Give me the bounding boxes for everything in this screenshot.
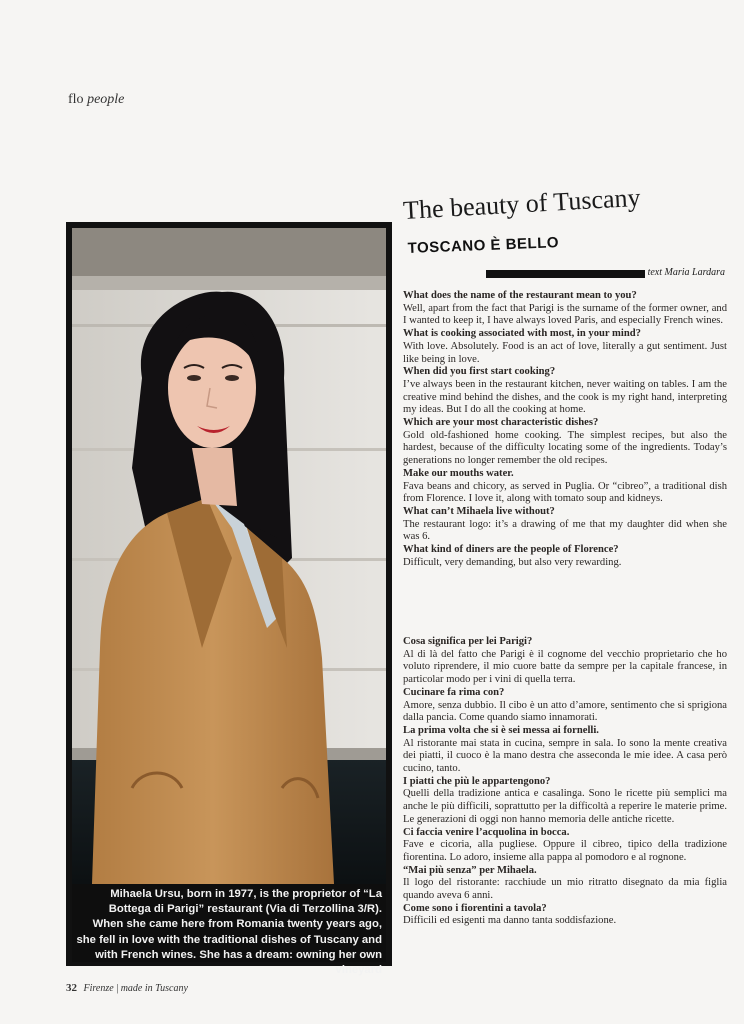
question: Cosa significa per lei Parigi? [403,636,533,647]
portrait-illustration [72,228,386,884]
question: Make our mouths water. [403,467,514,479]
portrait-photo [72,228,386,884]
answer: I’ve always been in the restaurant kitchen, never waiting on tables. I am the creative mind behind the dishes, and the cook is my right hand, interpreting my ideas. But I do all the cooking at home. [403,378,727,416]
answer: Difficult, very demanding, but also very rewarding. [403,556,622,568]
answer: Fave e cicoria, alla pugliese. Oppure il cibreo, tipico della tradizione fiorentina. Lo adoro, insieme alla pappa al pomodoro e al rognone. [403,839,727,863]
question: What can’t Mihaela live without? [403,505,555,517]
photo-caption: Mihaela Ursu, born in 1977, is the proprietor of “La Bottega di Parigi” restaurant (Via di Terzollina 3/R). When she came here from Romania twenty years ago, she fell in love with the traditional dishes of Tuscany and with French wines. She has a dream: owning her own vineyard [72,884,386,962]
page-number: 32 [66,982,77,994]
answer: Well, apart from the fact that Parigi is the surname of the former owner, and I wanted to keep it, I have always loved Paris, and especially French wines. [403,302,727,327]
question: What kind of diners are the people of Florence? [403,544,619,556]
question: “Mai più senza” per Mihaela. [403,864,537,876]
magazine-tagline: made in Tuscany [120,983,188,994]
section-tag [68,92,124,108]
question: What does the name of the restaurant mean to you? [403,290,637,301]
article-title: The beauty of Tuscany [402,182,642,226]
answer: Gold old-fashioned home cooking. The simplest recipes, but also the hardest, because of the difficulty locating some of the ingredients. Today’s generations no longer remember the old recipes. [403,429,727,467]
answer: Al ristorante mai stata in cucina, sempre in sala. Io sono la mente creativa dei piatti, il cuoco è la mano destra che asseconda le mie idee. A casa però cucino, tanto. [403,737,727,775]
answer: Il logo del ristorante: racchiude un mio ritratto disegnato da mia figlia quando aveva 6 anni. [403,877,727,902]
answer: With love. Absolutely. Food is an act of love, literally a gut sentiment. Just like being in love. [403,340,727,365]
question: Come sono i fiorentini a tavola? [403,902,547,914]
question: La prima volta che si è sei messa ai fornelli. [403,724,599,736]
question: Which are your most characteristic dishes? [403,417,599,429]
italian-interview [403,636,727,928]
question: Ci faccia venire l’acquolina in bocca. [403,826,570,838]
answer: Al di là del fatto che Parigi è il cognome del vecchio proprietario che ho voluto riprendere, il mio cuore batte da sempre per la capitale francese, in particolar modo per i vini di quella terra. [403,648,727,686]
photo-frame [66,222,392,977]
footer-separator: | [116,983,119,994]
question: Cucinare fa rima con? [403,686,505,698]
answer: Fava beans and chicory, as served in Puglia. Or “cibreo”, a traditional dish from Florence. I love it, along with tomato soup and kidneys. [403,480,727,505]
answer: Amore, senza dubbio. Il cibo è un atto d’amore, sentimento che si sprigiona dalla pancia. Come quando siamo innamorati. [403,699,727,724]
question: I piatti che più le appartengono? [403,775,551,787]
section-brand: flo [68,92,84,107]
answer: The restaurant logo: it’s a drawing of me that my daughter did when she was 6. [403,518,727,543]
author-credit: text Maria Lardara [645,267,728,278]
article-subtitle: TOSCANO È BELLO [407,234,560,257]
page-footer [66,982,188,994]
magazine-name: Firenze [83,983,114,994]
question: When did you first start cooking? [403,366,556,378]
answer: Difficili ed esigenti ma danno tanta soddisfazione. [403,915,617,927]
english-interview [403,290,727,569]
section-name: people [87,92,125,107]
question: What is cooking associated with most, in your mind? [403,328,641,340]
answer: Quelli della tradizione antica e casalinga. Sono le ricette più semplici ma anche le più difficili, soprattutto per la difficoltà a reperire le materie prime. Le generazioni di oggi non hanno memoria delle antiche ricette. [403,788,727,825]
